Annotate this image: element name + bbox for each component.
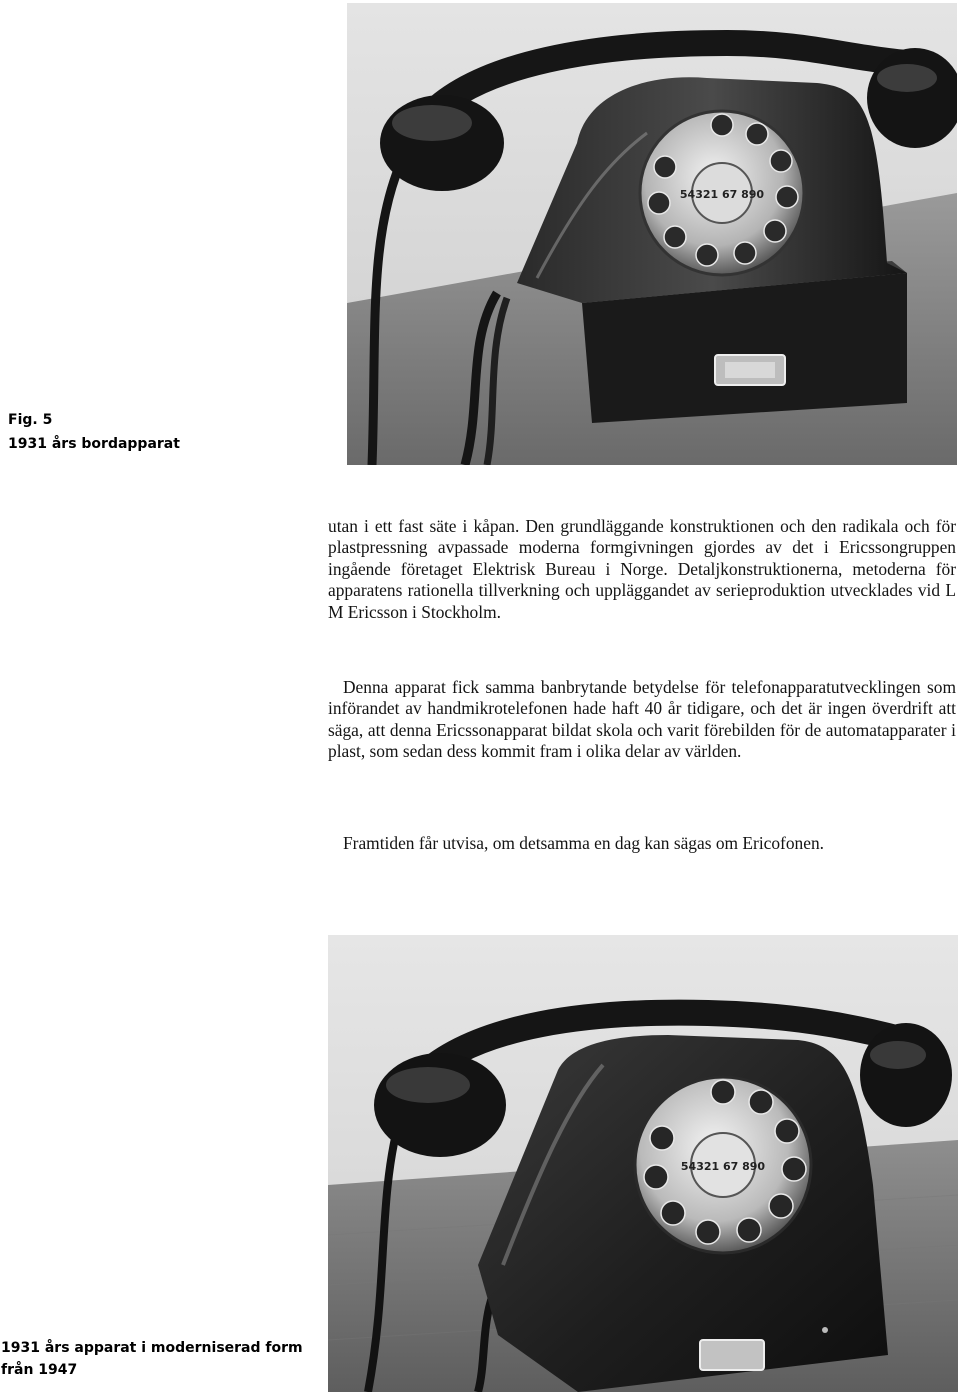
dial-numbers: 54321 67 890 [680, 1160, 766, 1173]
handset-mouthpiece [860, 1023, 952, 1127]
body-screw [822, 1327, 828, 1333]
telephone-1947-illustration [328, 935, 958, 1392]
earpiece-highlight [392, 105, 472, 141]
label-window [700, 1340, 764, 1370]
figure-label: Fig. 5 [8, 412, 53, 428]
drawer-label-slot [725, 362, 775, 378]
telephone-1931-illustration [347, 3, 957, 465]
telephone-1947-photo [328, 935, 958, 1392]
telephone-1931-photo [347, 3, 957, 465]
dial-numbers: 54321 67 890 [679, 188, 765, 201]
body-paragraph-3: Framtiden får utvisa, om detsamma en dag kan sägas om Ericofonen. [343, 833, 825, 853]
mouthpiece-highlight [877, 64, 937, 92]
mouthpiece-highlight [870, 1041, 926, 1069]
body-paragraph-2: Denna apparat fick samma banbrytande betydelse för telefonapparatutvecklingen som införandet av handmikrotelefonen hade haft 40 år tidigare, och det är ingen överdrift att säga, att denna Ericssonapparat bildat skola och varit förebilden för de automatapparater i plast, som sedan dess kommit fram i olika delar av världen. [328, 677, 956, 762]
body-paragraph-1: utan i ett fast säte i kåpan. Den grundläggande konstruktionen och den radikala och för plastpressning avpassade moderna formgivningen gjordes av det i Ericssongruppen ingående företaget Elektrisk Bureau i Norge. Detaljkonstruktionerna, metoderna för apparatens rationella tillverkning och uppläggandet av serieproduktion utvecklades vid L M Ericsson i Stockholm. [328, 516, 956, 622]
figure-caption-text: 1931 års bordapparat [8, 436, 180, 452]
earpiece-highlight [386, 1067, 470, 1103]
figure-caption-bottom: 1931 års apparat i moderniserad form från 1947 [1, 1340, 303, 1378]
figure-caption-top [8, 408, 180, 456]
